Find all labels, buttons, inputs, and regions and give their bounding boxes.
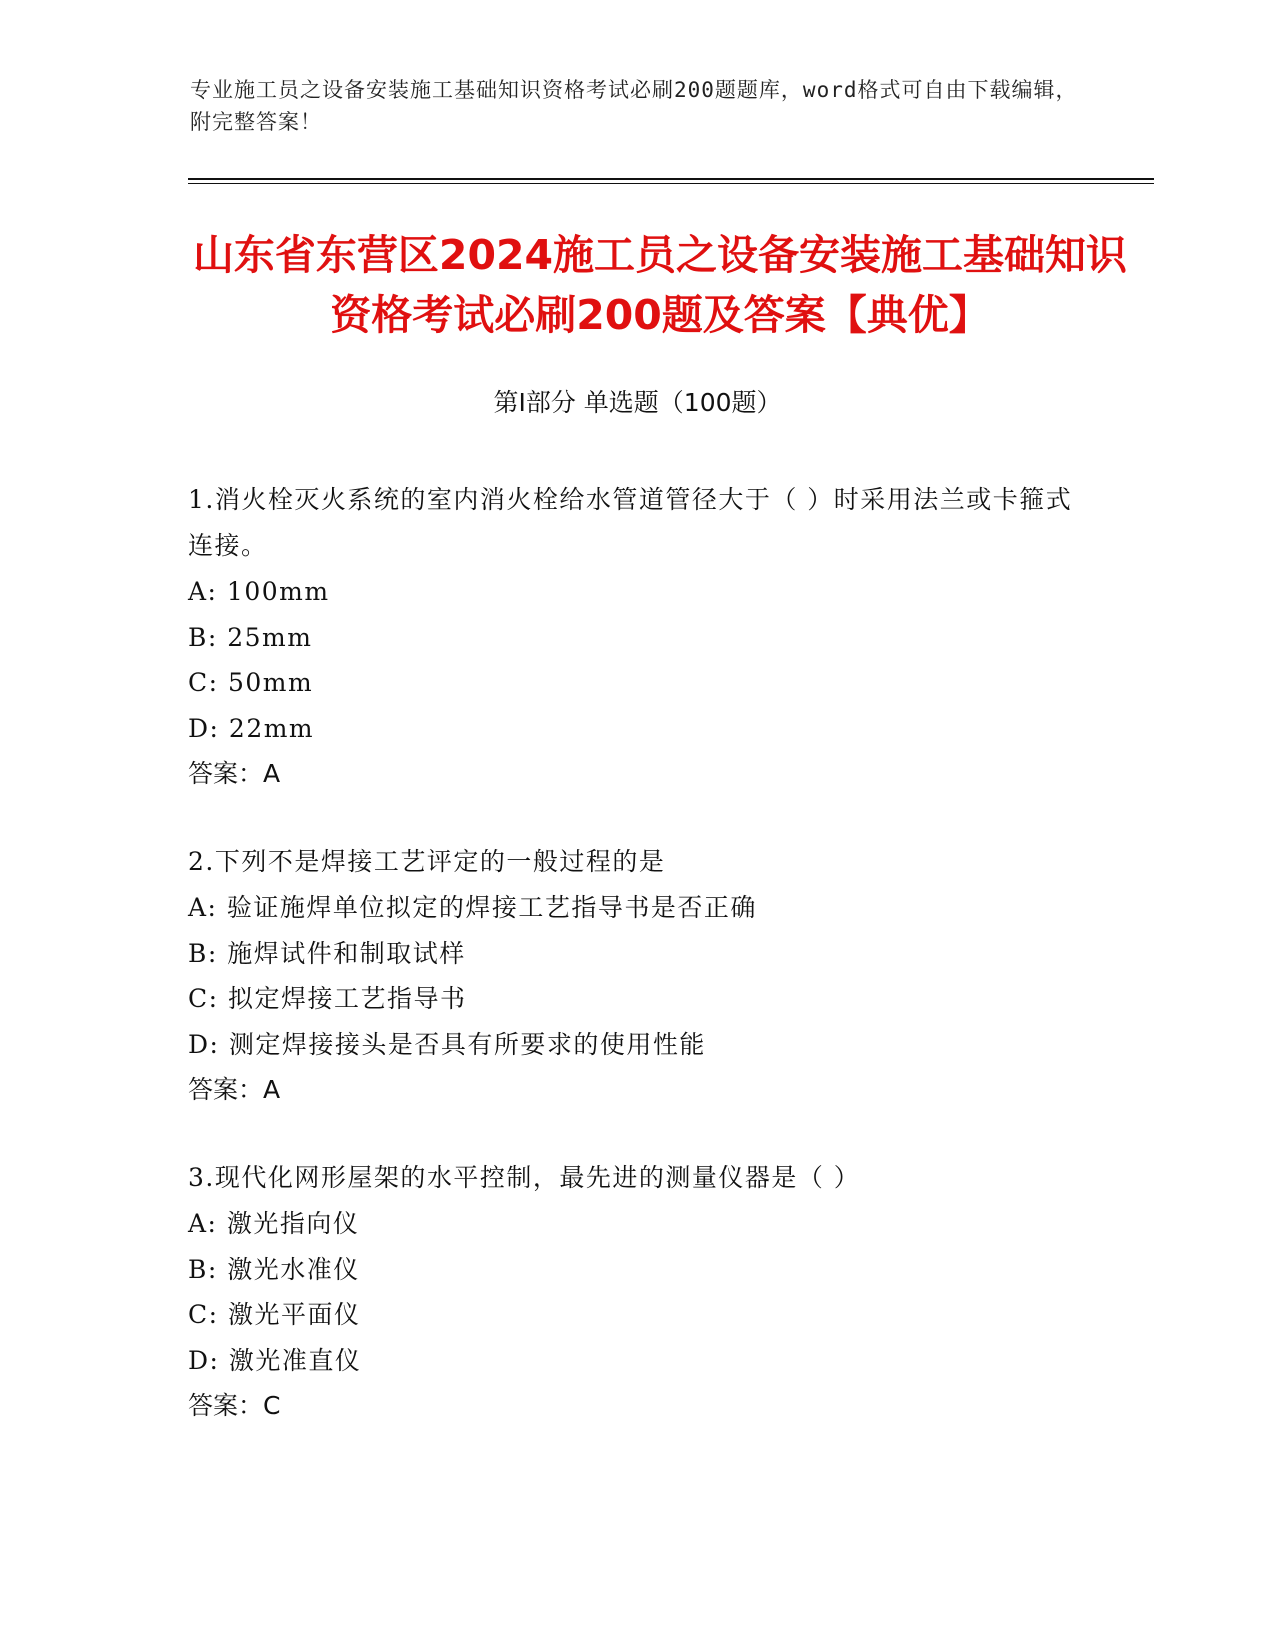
question-2: [188, 839, 1088, 1113]
option-d: D: 22mm: [188, 713, 315, 743]
document-title: 山东省东营区2024施工员之设备安装施工基础知识资格考试必刷200题及答案【典优】: [192, 231, 1128, 339]
option-d: D: 激光准直仪: [188, 1345, 362, 1375]
answer-line: 答案：A: [188, 759, 281, 788]
question-3: [188, 1155, 1088, 1429]
option-b: B: 施焊试件和制取试样: [188, 938, 466, 968]
question-stem: 1.消火栓灭火系统的室内消火栓给水管道管径大于（ ）时采用法兰或卡箍式连接。: [188, 485, 1073, 560]
question-stem: 3.现代化网形屋架的水平控制，最先进的测量仪器是（ ）: [188, 1163, 861, 1192]
header-note: 专业施工员之设备安装施工基础知识资格考试必刷200题题库，word格式可自由下载编辑，附完整答案！: [190, 78, 1078, 134]
option-b: B: 激光水准仪: [188, 1254, 360, 1284]
option-c: C: 50mm: [188, 668, 314, 697]
option-d: D: 测定焊接接头是否具有所要求的使用性能: [188, 1029, 706, 1059]
option-a: A: 验证施焊单位拟定的焊接工艺指导书是否正确: [188, 893, 757, 922]
option-c: C: 激光平面仪: [188, 1300, 361, 1329]
option-c: C: 拟定焊接工艺指导书: [188, 984, 467, 1013]
option-a: A: 激光指向仪: [188, 1209, 360, 1238]
question-1: [188, 477, 1088, 797]
header-rule-thick: [188, 178, 1154, 180]
section-title: 第Ⅰ部分 单选题（100题）: [493, 388, 782, 417]
option-a: A: 100mm: [188, 577, 330, 606]
question-list: [188, 477, 1088, 1471]
header-rule-thin: [188, 183, 1154, 184]
answer-line: 答案：C: [188, 1391, 281, 1420]
answer-line: 答案：A: [188, 1075, 281, 1104]
question-stem: 2.下列不是焊接工艺评定的一般过程的是: [188, 847, 666, 876]
option-b: B: 25mm: [188, 622, 313, 652]
